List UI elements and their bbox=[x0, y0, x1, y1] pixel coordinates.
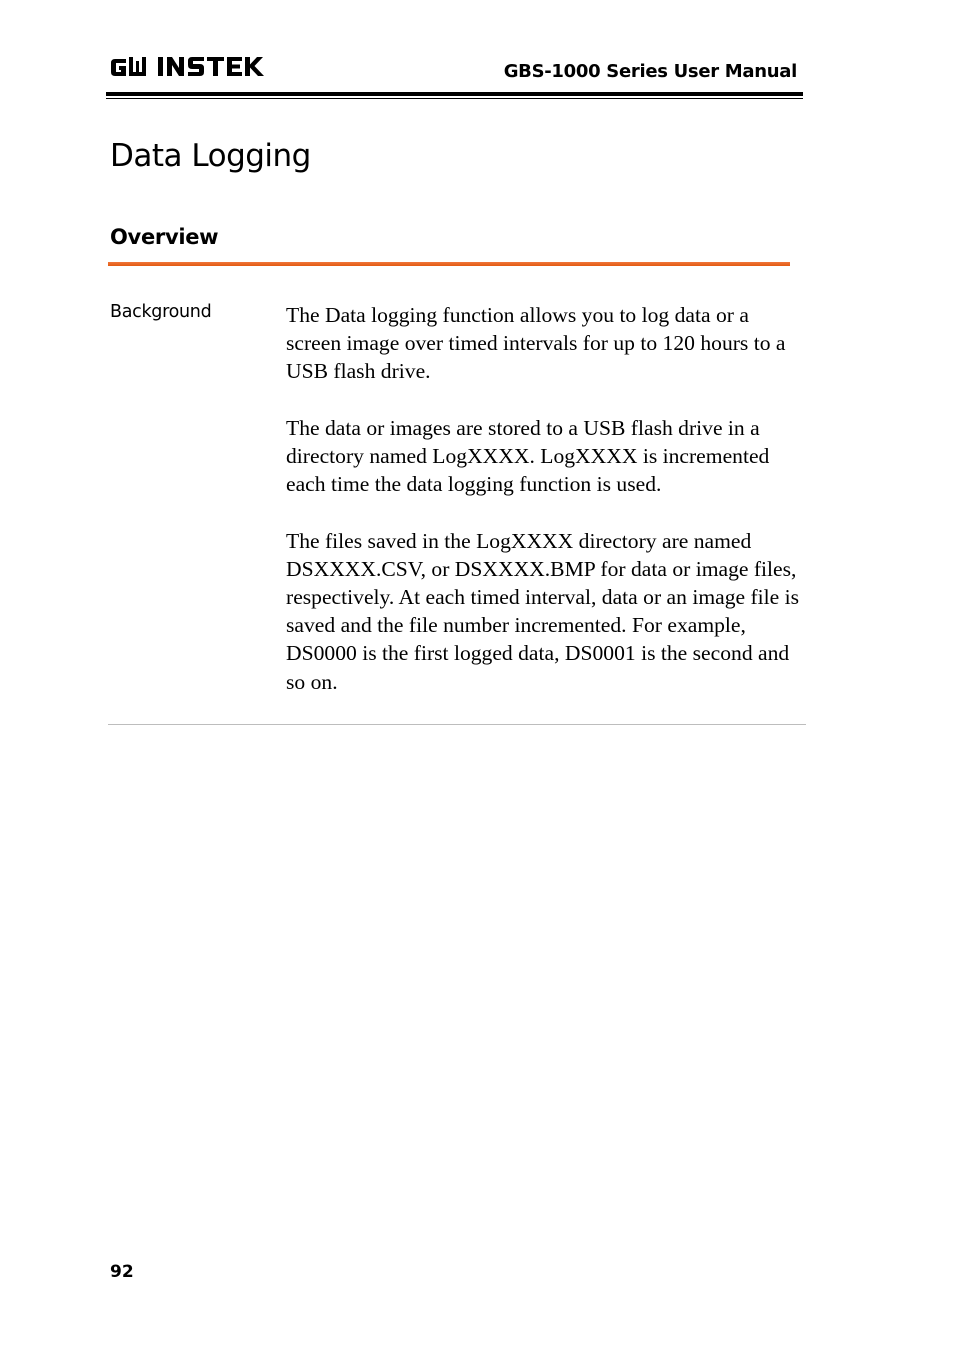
paragraph: The data or images are stored to a USB flash drive in a directory named LogXXXX. LogXXXX is incremented each time the data logging function is used. bbox=[286, 415, 770, 497]
page-title: Data Logging bbox=[110, 138, 311, 174]
paragraph: The Data logging function allows you to log data or a screen image over timed intervals for up to 120 hours to a USB flash drive. bbox=[286, 303, 786, 384]
row-label-background: Background bbox=[110, 302, 212, 322]
paragraph: The files saved in the LogXXXX directory are named DSXXXX.CSV, or DSXXXX.BMP for data or image files, respectively. At each timed interval, data or an image file is saved and the file number incremented. For example, DS0000 is the first logged data, DS0001 is the second and so on. bbox=[286, 528, 800, 694]
row-body-background bbox=[286, 301, 801, 696]
header-divider bbox=[106, 92, 803, 96]
header-divider-thin bbox=[106, 98, 803, 99]
table-divider bbox=[108, 724, 806, 725]
section-divider bbox=[108, 262, 790, 266]
section-title: Overview bbox=[110, 225, 219, 249]
gw-instek-logo bbox=[109, 52, 279, 84]
manual-title: GBS-1000 Series User Manual bbox=[503, 61, 797, 82]
page-number: 92 bbox=[110, 1262, 134, 1282]
